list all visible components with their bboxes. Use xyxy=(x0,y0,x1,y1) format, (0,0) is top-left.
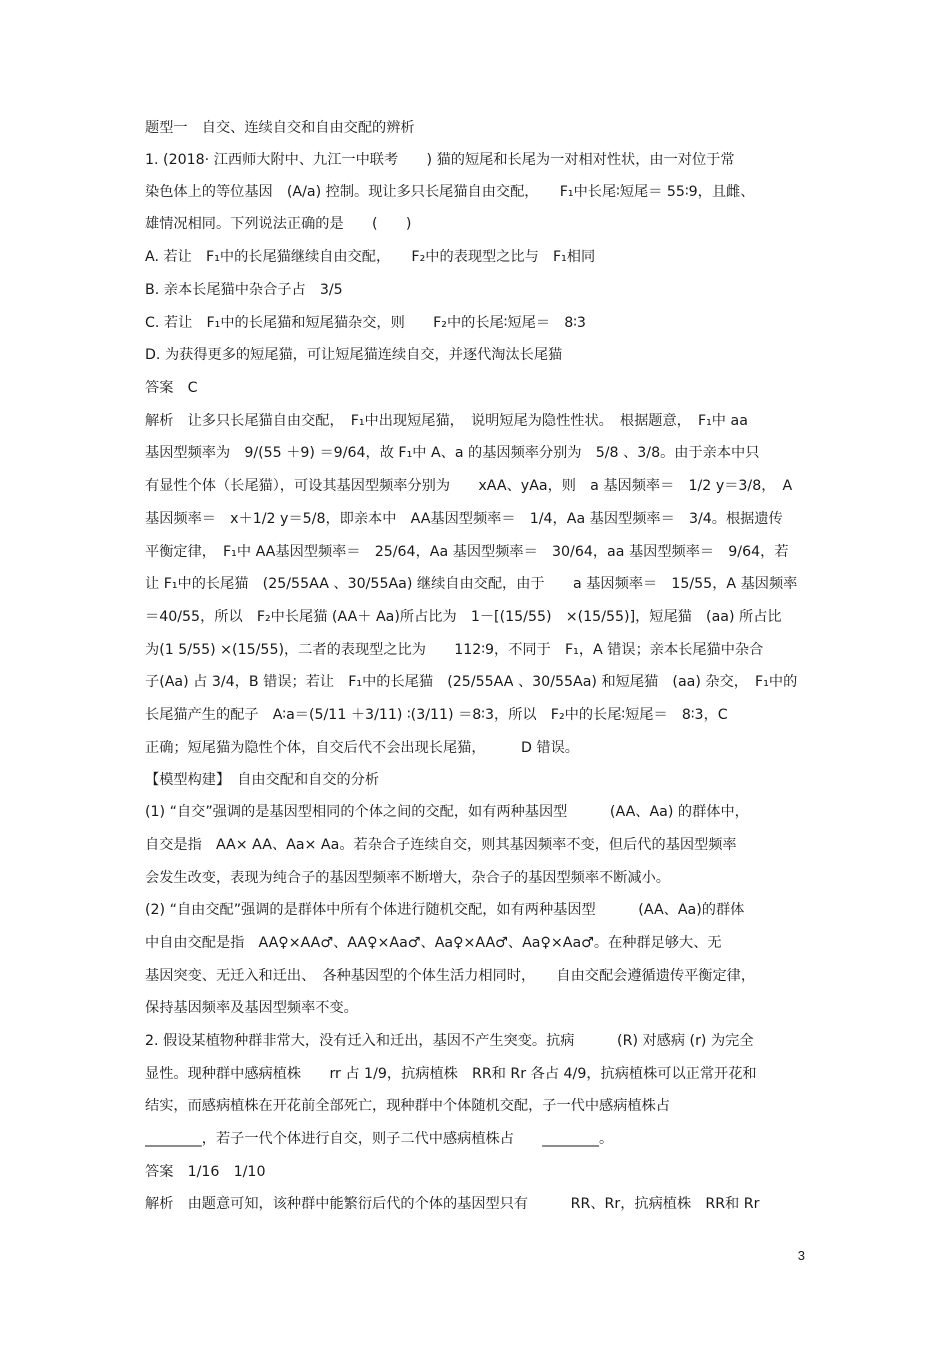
answer-2: 答案 1/16 1/10 xyxy=(145,1164,266,1180)
analysis-1-line-7: ＝40/55，所以 F₂中长尾猫 (AA＋ Aa)所占比为 1－[(15/55) ×(15/55)]，短尾猫 (aa) 所占比 xyxy=(145,609,782,625)
answer-1: 答案 C xyxy=(145,380,198,396)
analysis-1-line-8: 为(1 5/55) ×(15/55)，二者的表现型之比为 112∶9，不同于 F₁，A 错误；亲本长尾猫中杂合 xyxy=(145,642,764,658)
analysis-1-line-4: 基因频率＝ x＋1/2 y＝5/8，即亲本中 AA基因型频率＝ 1/4，Aa 基因型频率＝ 3/4。根据遗传 xyxy=(145,511,783,527)
page-number: 3 xyxy=(797,1248,805,1263)
model-point-2-line-2: 中自由交配是指 AA♀×AA♂、AA♀×Aa♂、Aa♀×AA♂、Aa♀×Aa♂。在种群足够大、无 xyxy=(145,935,722,951)
question-1-stem-line-3: 雄情况相同。下列说法正确的是 ( ) xyxy=(145,216,412,232)
model-point-1-line-3: 会发生改变，表现为纯合子的基因型频率不断增大，杂合子的基因型频率不断减小。 xyxy=(145,870,670,886)
analysis-1-line-3: 有显性个体（长尾猫），可设其基因型频率分别为 xAA、yAa，则 a 基因频率＝ 1/2 y＝3/8， A xyxy=(145,478,793,494)
model-point-1-line-1: (1) “自交”强调的是基因型相同的个体之间的交配，如有两种基因型 (AA、Aa) 的群体中， xyxy=(145,804,749,820)
analysis-1-line-6: 让 F₁中的长尾猫 (25/55AA 、30/55Aa) 继续自由交配，由于 a 基因频率＝ 15/55，A 基因频率 xyxy=(145,576,798,592)
option-c: C. 若让 F₁中的长尾猫和短尾猫杂交，则 F₂中的长尾∶短尾＝ 8∶3 xyxy=(145,315,586,331)
analysis-1-line-2: 基因型频率为 9/(55 ＋9) ＝9/64，故 F₁中 A、a 的基因频率分别为 5/8 、3/8。由于亲本中只 xyxy=(145,445,760,461)
model-point-2-line-3: 基因突变、无迁入和迁出、 各种基因型的个体生活力相同时， 自由交配会遵循遗传平衡定律， xyxy=(145,968,756,984)
option-b: B. 亲本长尾猫中杂合子占 3/5 xyxy=(145,282,343,298)
model-point-2-line-1: (2) “自由交配”强调的是群体中所有个体进行随机交配，如有两种基因型 (AA、Aa)的群体 xyxy=(145,902,745,918)
question-1-stem-line-1: 1. (2018· 江西师大附中、九江一中联考 ) 猫的短尾和长尾为一对相对性状，由一对位于常 xyxy=(145,152,735,168)
question-1-stem-line-2: 染色体上的等位基因 (A/a) 控制。现让多只长尾猫自由交配， F₁中长尾∶短尾＝ 55∶9，且雌、 xyxy=(145,184,755,200)
option-d: D. 为获得更多的短尾猫，可让短尾猫连续自交，并逐代淘汰长尾猫 xyxy=(145,347,563,363)
question-2-line-4: ________，若子一代个体进行自交，则子二代中感病植株占 ________。 xyxy=(145,1131,614,1147)
option-a: A. 若让 F₁中的长尾猫继续自由交配， F₂中的表现型之比与 F₁相同 xyxy=(145,249,596,265)
question-2-line-1: 2. 假设某植物种群非常大，没有迁入和迁出，基因不产生突变。抗病 (R) 对感病 (r) 为完全 xyxy=(145,1033,754,1049)
analysis-2-line-1: 解析 由题意可知，该种群中能繁衍后代的个体的基因型只有 RR、Rr，抗病植株 RR和 Rr xyxy=(145,1196,760,1212)
question-2-line-3: 结实，而感病植株在开花前全部死亡，现种群中个体随机交配，子一代中感病植株占 xyxy=(145,1098,670,1114)
analysis-1-line-9: 子(Aa) 占 3/4，B 错误；若让 F₁中的长尾猫 (25/55AA 、30/55Aa) 和短尾猫 (aa) 杂交， F₁中的 xyxy=(145,674,798,690)
analysis-1-line-11: 正确；短尾猫为隐性个体，自交后代不会出现长尾猫， D 错误。 xyxy=(145,740,579,756)
model-heading: 【模型构建】 自由交配和自交的分析 xyxy=(145,772,380,788)
section-heading: 题型一 自交、连续自交和自由交配的辨析 xyxy=(145,120,415,136)
question-2-line-2: 显性。现种群中感病植株 rr 占 1/9，抗病植株 RR和 Rr 各占 4/9，抗病植株可以正常开花和 xyxy=(145,1066,757,1082)
model-point-1-line-2: 自交是指 AA× AA、Aa× Aa。若杂合子连续自交，则其基因频率不变，但后代的基因型频率 xyxy=(145,837,737,853)
analysis-1-line-10: 长尾猫产生的配子 A∶a＝(5/11 ＋3/11) ∶(3/11) ＝8∶3，所以 F₂中的长尾∶短尾＝ 8∶3，C xyxy=(145,707,728,723)
analysis-1-line-1: 解析 让多只长尾猫自由交配， F₁中出现短尾猫， 说明短尾为隐性性状。 根据题意， F₁中 aa xyxy=(145,413,748,429)
analysis-1-line-5: 平衡定律， F₁中 AA基因型频率＝ 25/64，Aa 基因型频率＝ 30/64，aa 基因型频率＝ 9/64，若 xyxy=(145,544,789,560)
model-point-2-line-4: 保持基因频率及基因型频率不变。 xyxy=(145,1000,358,1016)
